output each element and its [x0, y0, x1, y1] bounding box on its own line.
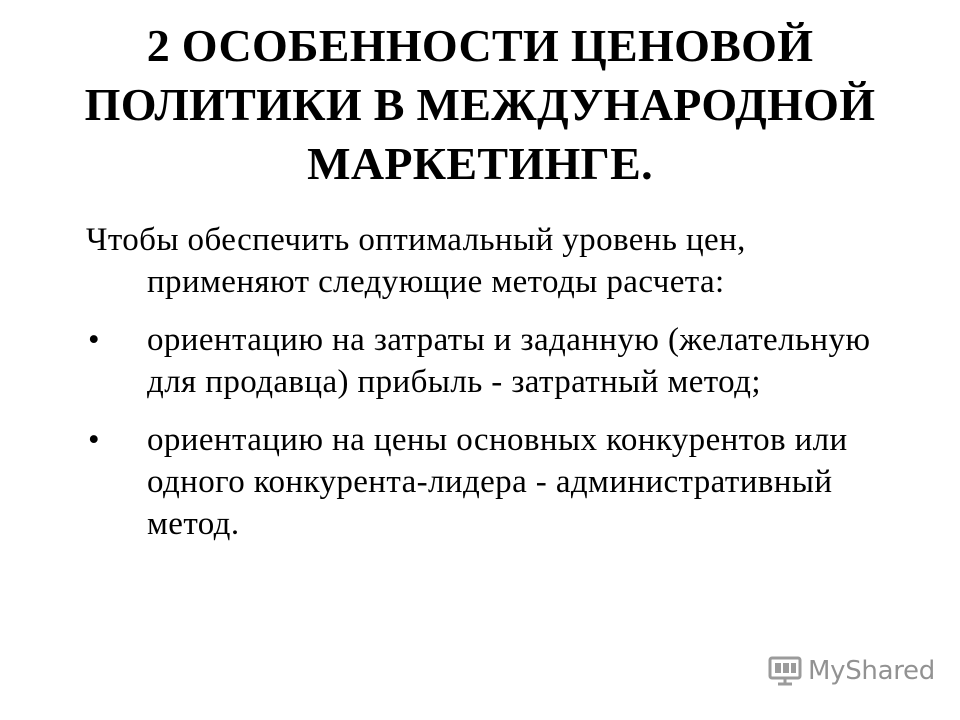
watermark-text: MyShared [808, 656, 935, 686]
bullet-text: ориентацию на цены основных конкурентов или одного конкурента-лидера - административный метод. [147, 422, 848, 542]
bullet-mark: • [88, 322, 100, 358]
intro-paragraph: Чтобы обеспечить оптимальный уровень цен, применяют следующие методы расчета: [86, 222, 746, 300]
slide-body [86, 219, 886, 561]
watermark [768, 656, 935, 686]
bullet-item-costs [86, 319, 886, 403]
bullet-text: ориентацию на затраты и заданную (желательную для продавца) прибыль - затратный метод; [147, 322, 871, 400]
presentation-board-icon [768, 656, 802, 686]
slide-title: 2 ОСОБЕННОСТИ ЦЕНОВОЙ ПОЛИТИКИ В МЕЖДУНАРОДНОЙ МАРКЕТИНГЕ. [84, 20, 876, 189]
bullet-mark: • [88, 422, 100, 458]
bullet-item-competitors [86, 419, 886, 545]
